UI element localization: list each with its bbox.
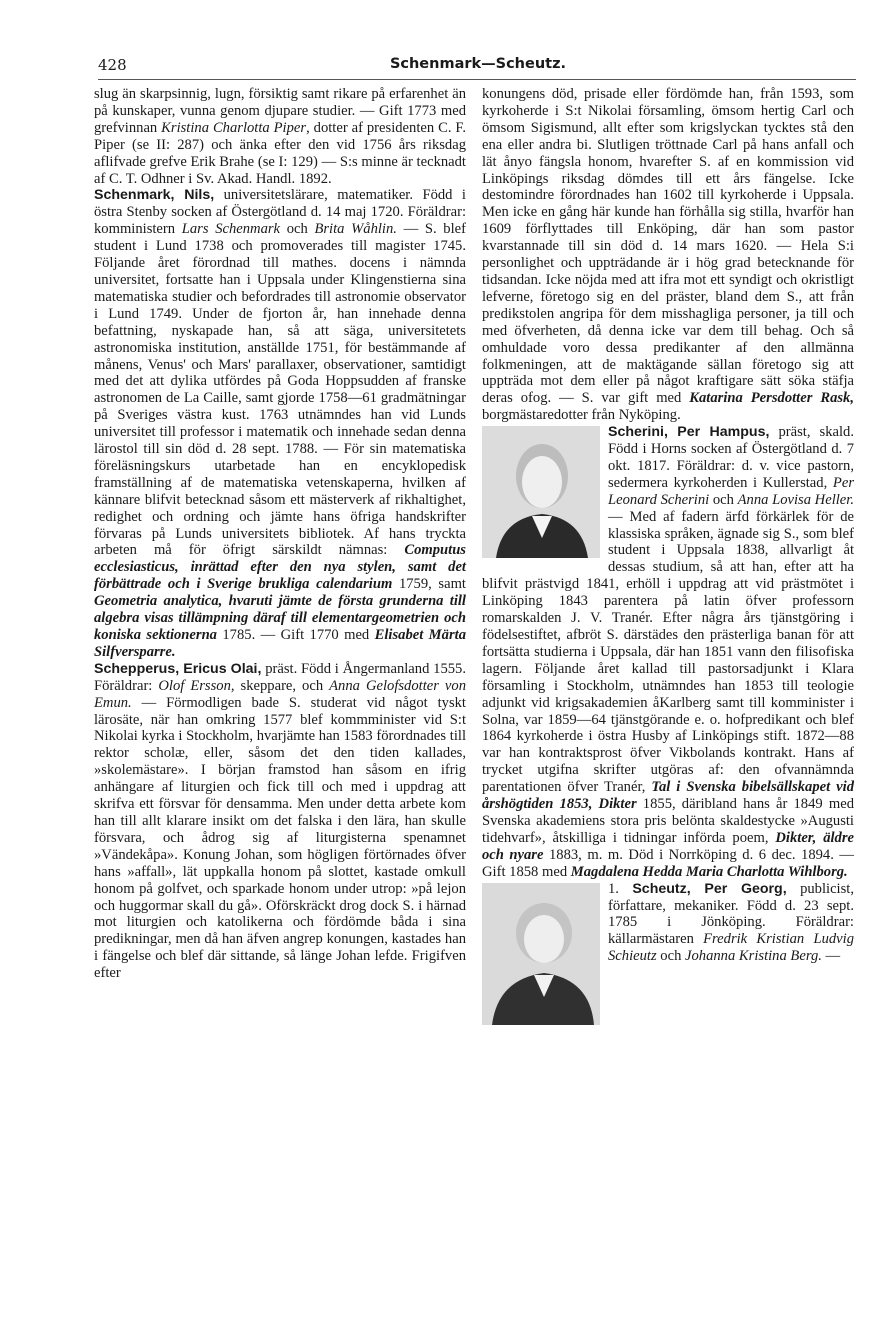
entry-heading: Schenmark, Nils, <box>94 187 215 204</box>
entry-schepperus: Schepperus, Ericus Olai, präst. Född i Ångermanland 1555. Föräldrar: Olof Ersson, skeppare, och Anna Gelofsdotter von Emun. — Förmodligen bade S. studerat vid något tyskt lärosäte, när han omkring 1577 blef kommminister vid S:t Nikolai kyrka i Stockholm, hvarjämte han 1583 förordnades till rektor scholæ, eller, såsom det den tiden kallades, »skolemästare». I början framstod han såsom en ifrig anhängare af liturgien och fick till och med i uppdrag att skrifva ett försvar för densamma. Men under detta arbete kom han till allt klarare insikt om det falska i den lära, han skulle försvara, och ådrog sig af liturgisterna spenamnet »Vändekåpa». Konung Johan, som högligen förtörnades öfver hans »affall», lät uppkalla honom på slottet, kastade omkull honom på golfvet, och sparkade honom under utrop: »på lejon och huggormar skall du gå». Oförskräckt drog dock S. i härnad mot liturgien och katolikerna och fördömde båda i sina predikningar, men då han äfven angrep konungen, kastades han i fängelse och blef där sittande, så länge Johan lefde. Frigifven efter <box>94 660 466 982</box>
entry-schenmark: Schenmark, Nils, universitetslärare, matematiker. Född i östra Stenby socken af Östergötland d. 14 maj 1720. Föräldrar: komministern Lars Schenmark och Brita Wåhlin. — S. blef student i Lund 1738 och promoverades till magister 1745. Följande året förordnad till mathes. docens i nämnda universitet, fortsatte han i Uppsala under Klingenstierna sina matematiska studier och befordrades till astronomie observator i Lund 1749. Under de fjorton år, han innehade denna befattning, nyskapade han, så att säga, universitetets astronomiska institution, anställde 1751, för bestämmande af månens, Venus' och Mars' parallaxer, observationer, samtidigt med det att dylika utfördes på Goda Hoppsudden af franske astronomen de La Caille, samt gjorde 1758—61 gradmätningar på Sveriges västra kust. 1763 utnämndes han vid Lunds universitet till professor i matematik och innehade sedan denna lärostol till sin död d. 28 sept. 1788. — För sin matematiska föreläsningskurs utarbetade han en encyklopedisk framställning af de matematiska vetenskaperna, hvilken af kännare blifvit betecknad såsom ett mästerverk af rikhaltighet, redighet och ordning och jämte hans öfriga handskrifter förvaras på Lunds universitets bibliotek. Af hans tryckta arbeten må för öfrigt särskildt nämnas: Computus ecclesiasticus, inrättad efter den nya stylen, samt det förbättrade och i Sverige brukliga calendarium 1759, samt Geometria analytica, hvaruti jämte de första grunderna till algebra visas tillämpning däraf till elementargeometrien och koniska sektionerna 1785. — Gift 1770 med Elisabet Märta Silfversparre. <box>94 187 466 660</box>
page-header <box>98 56 858 78</box>
paragraph-continuation: slug än skarpsinnig, lugn, försiktig samt rikare på erfarenhet än på kunskaper, vunna genom djupare studier. — Gift 1773 med grefvinnan Kristina Charlotta Piper, dotter af presidenten C. F. Piper (se II: 287) och änka efter den vid 1756 års riksdag aflifvade grefve Erik Brahe (se I: 129) — S:s minne är tecknadt af C. T. Odhner i Sv. Akad. Handl. 1892. <box>94 86 466 187</box>
portrait-image <box>482 883 600 1025</box>
header-rule <box>98 79 856 80</box>
portrait-image <box>482 426 600 558</box>
page-number: 428 <box>98 56 127 74</box>
entry-heading: Scheutz, Per Georg, <box>632 880 787 897</box>
entry-scheutz: 1. Scheutz, Per Georg, publicist, författare, mekaniker. Född d. 23 sept. 1785 i Jönköping. Föräldrar: källarmästaren Fredrik Kristian Ludvig Schieutz och Johanna Kristina Berg. — <box>482 881 854 966</box>
right-column <box>482 86 854 1027</box>
paragraph-continuation: konungens död, prisade eller fördömde han, från 1593, som kyrkoherde i S:t Nikolai församling, ömsom hertig Carl och ömsom Sigismund, allt efter som krigslyckan tycktes stå den ena eller andra bi. Slutligen tröttnade Carl på hans anfall och lät ånyo fängsla honom, hvarefter S. af en kommission vid Linköpings riksdag dömdes till ett års fängelse. Icke destomindre förordnades han 1602 till kyrkoherde i Uppsala. Men icke en gång här kunde han förhålla sig stilla, hvarför han 1609 förflyttades till Enköping, där han som pastor kvarstannade till sin död d. 14 mars 1620. — Hela S:i personlighet och uppträdande är i hög grad betecknande för tidsandan. Icke nöjda med att ifra mot ett syndigt och okristligt lefverne, företogo sig en del präster, bland dem S., att från predikstolen angripa för dem misshagliga personer, ja till och med öfverheten, då denna icke var dem till behag. Och så omhuldade voro dessa predikanter af den allmänna folkmeningen, att de maktägande sällan företogo sig att uppträda mot dem eller på något kraftigare sätt söka stäfja deras ofog. — S. var gift med Katarina Persdotter Rask, borgmästaredotter från Nyköping. <box>482 86 854 424</box>
entry-scherini: Scherini, Per Hampus, präst, skald. Född i Horns socken af Östergötland d. 7 okt. 1817. Föräldrar: d. v. vice pastorn, sedermera kyrkoherden i Kullerstad, Per Leonard Scherini och Anna Lovisa Heller. — Med af fadern ärfd förkärlek för de klassiska språken, ägnade sig S., som blef student i Uppsala 1838, allvarligt åt dessas studium, så att han, efter att ha blifvit prästvigd 1841, erhöll i uppdrag att vid prästmötet i Linköping 1843 parentera på latin öfver professorn romarskalden J. V. Tranér. Efter några års tjänstgöring i födelsestiftet, afbröt S. därstädes den prästerliga banan för att fortsätta studierna i Uppsala, där han 1851 vann den filisofiska lagern. Följande året kallad till pastorsadjunkt i Klara församling i Stockholm, utnämndes han 1853 till teologie adjunkt vid krigsakademien åKarlberg samt till komminister i Solna, var 1859—64 tjänstgörande e. o. hofpredikant och blef 1864 kyrkoherde i östra Husby af Linköpings stift. 1872—88 var han kontraktsprost öfver Vikbolands kontrakt. Hans af trycket utgifna skrifter utgöras af: den ofvannämnda parentationen öfver Tranér, Tal i Svenska bibelsällskapet vid årshögtiden 1853, Dikter 1855, däribland hans år 1849 med Svenska akademiens stora pris belönta skaldestycke »Augusti tidehvarf», åtskilliga i tidningar införda poem, Dikter, äldre och nyare 1883, m. m. Död i Norrköping d. 6 dec. 1894. — Gift 1858 med Magdalena Hedda Maria Charlotta Wihlborg. <box>482 424 855 880</box>
running-head: Schenmark—Scheutz. <box>389 56 567 72</box>
left-column <box>94 86 466 982</box>
entry-heading: Schepperus, Ericus Olai, <box>94 660 262 677</box>
entry-heading: Scherini, Per Hampus, <box>608 424 770 441</box>
